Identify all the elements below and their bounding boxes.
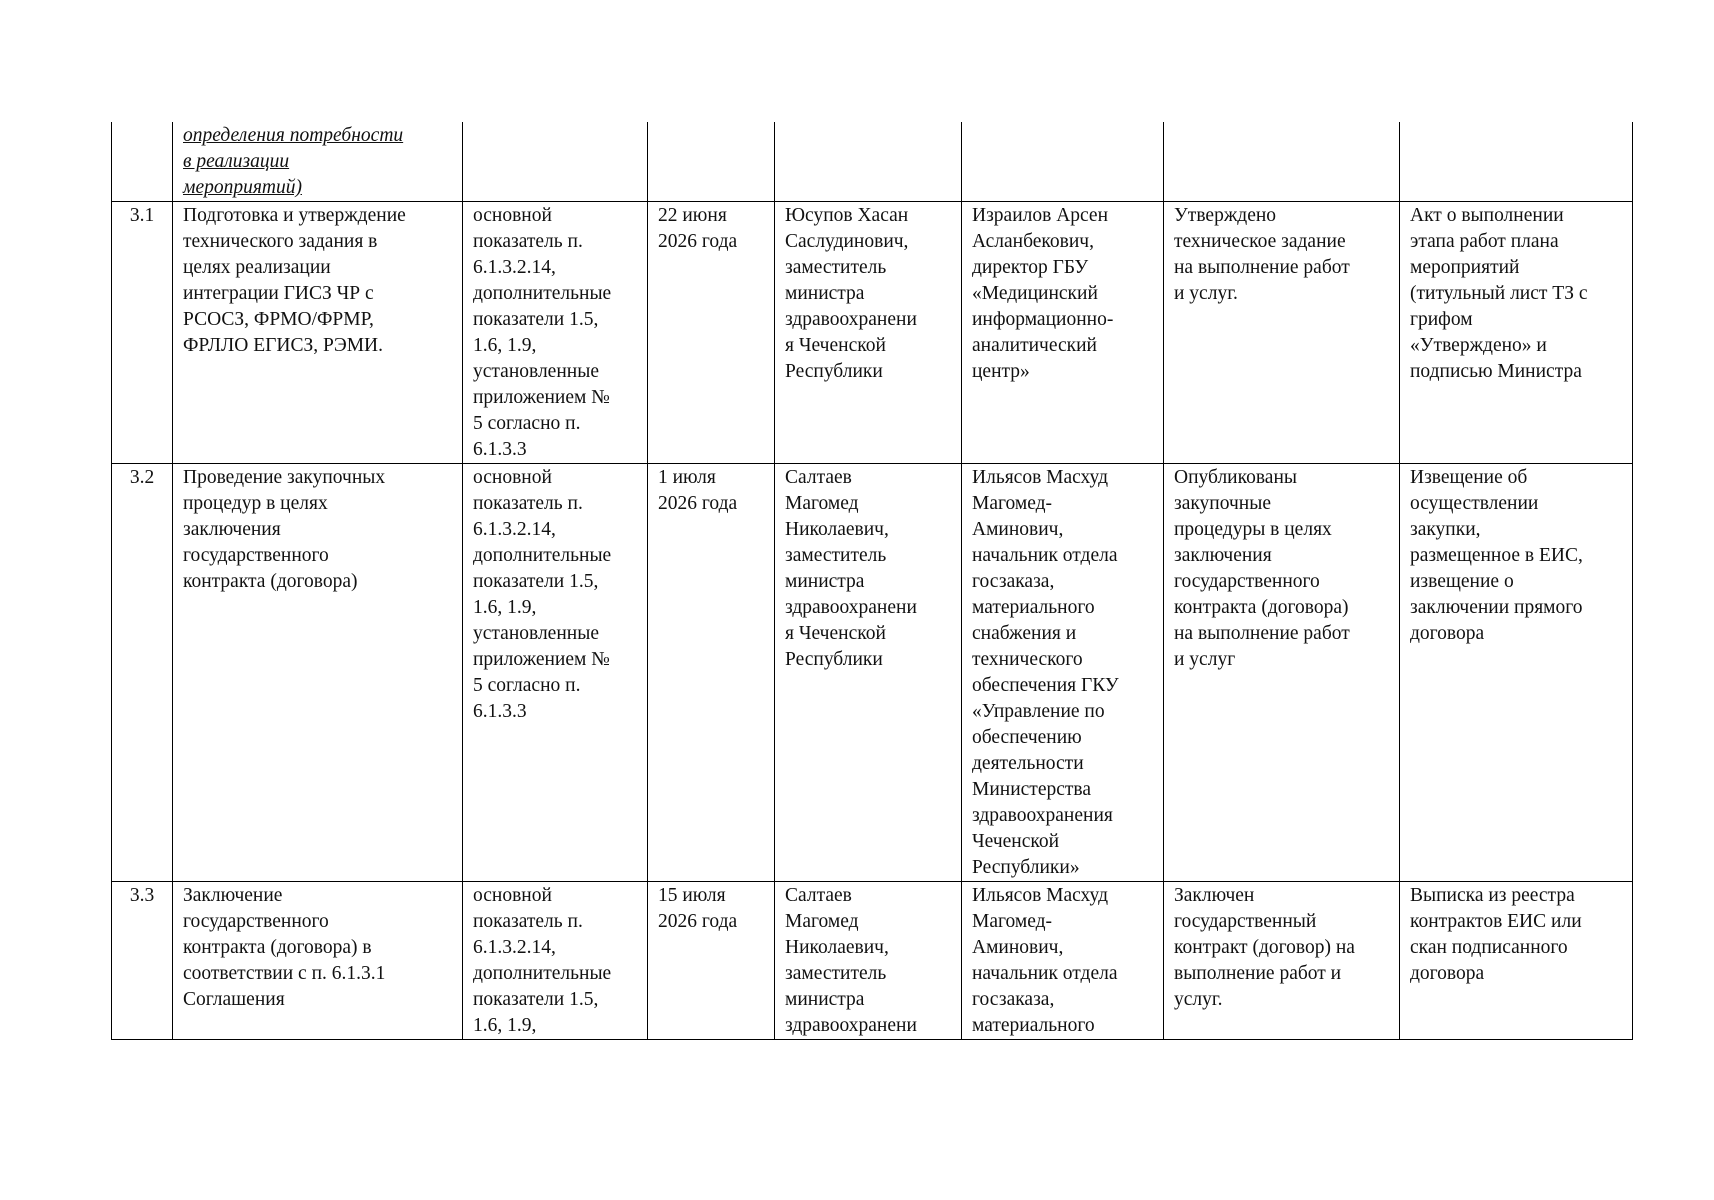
indicator-cell [463, 882, 648, 1040]
row-number-cell: 3.1 [112, 202, 173, 464]
executor-cell [962, 202, 1164, 464]
responsible-text: Салтаев Магомед Николаевич, заместитель министра здравоохранени [785, 885, 917, 1036]
event-cell [173, 202, 463, 464]
deadline-cell [648, 882, 775, 1040]
result-cell [1164, 464, 1400, 882]
table-row [112, 464, 1633, 882]
result-text: Заключен государственный контракт (договор) на выполнение работ и услуг. [1174, 885, 1355, 1010]
deadline-cell [648, 122, 775, 202]
responsible-text: Юсупов Хасан Саслудинович, заместитель министра здравоохранени я Чеченской Республики [785, 205, 917, 382]
event-cell [173, 464, 463, 882]
executor-cell [962, 122, 1164, 202]
result-text: Опубликованы закупочные процедуры в целях заключения государственного контракта (договора) на выполнение работ и услуг [1174, 467, 1350, 670]
deadline-cell [648, 202, 775, 464]
measures-table [111, 122, 1633, 1040]
result-cell [1164, 122, 1400, 202]
event-text: Заключение государственного контракта (договора) в соответствии с п. 6.1.3.1 Соглашения [183, 885, 386, 1010]
deadline-text: 15 июля 2026 года [658, 885, 738, 932]
evidence-cell [1400, 202, 1633, 464]
event-text: Подготовка и утверждение технического задания в целях реализации интеграции ГИСЗ ЧР с РСОСЗ, ФРМО/ФРМР, ФРЛЛО ЕГИСЗ, РЭМИ. [183, 205, 406, 356]
event-text: Проведение закупочных процедур в целях заключения государственного контракта (договора) [183, 467, 386, 592]
row-number-cell [112, 882, 173, 1040]
table-row-continued [112, 122, 1633, 202]
result-cell [1164, 202, 1400, 464]
deadline-cell [648, 464, 775, 882]
evidence-cell [1400, 882, 1633, 1040]
responsible-cell [775, 882, 962, 1040]
indicator-text: основной показатель п. 6.1.3.2.14, дополнительные показатели 1.5, 1.6, 1.9, [473, 885, 612, 1036]
evidence-cell [1400, 122, 1633, 202]
executor-cell [962, 882, 1164, 1040]
responsible-cell [775, 122, 962, 202]
indicator-text: основной показатель п. 6.1.3.2.14, дополнительные показатели 1.5, 1.6, 1.9, установленные приложением № 5 согласно п. 6.1.3.3 [473, 205, 612, 460]
result-cell [1164, 882, 1400, 1040]
evidence-text: Извещение об осуществлении закупки, размещенное в ЕИС, извещение о заключении прямого договора [1410, 467, 1583, 644]
indicator-text: основной показатель п. 6.1.3.2.14, дополнительные показатели 1.5, 1.6, 1.9, установленные приложением № 5 согласно п. 6.1.3.3 [473, 467, 612, 722]
indicator-cell [463, 122, 648, 202]
executor-text: Израилов Арсен Асланбекович, директор ГБУ «Медицинский информационно- аналитический центр» [972, 205, 1114, 382]
table-row [112, 882, 1633, 1040]
indicator-cell [463, 202, 648, 464]
event-cell [173, 882, 463, 1040]
evidence-cell [1400, 464, 1633, 882]
responsible-text: Салтаев Магомед Николаевич, заместитель министра здравоохранени я Чеченской Республики [785, 467, 917, 670]
event-tail-text: определения потребности в реализации мероприятий) [183, 125, 404, 198]
responsible-cell [775, 464, 962, 882]
row-number-cell [112, 122, 173, 202]
executor-text: Ильясов Масхуд Магомед- Аминович, начальник отдела госзаказа, материального [972, 885, 1118, 1036]
row-number-text: 3.3 [129, 885, 155, 906]
evidence-text: Выписка из реестра контрактов ЕИС или скан подписанного договора [1410, 885, 1582, 984]
executor-cell [962, 464, 1164, 882]
table-row [112, 202, 1633, 464]
executor-text: Ильясов Масхуд Магомед- Аминович, начальник отдела госзаказа, материального снабжения и технического обеспечения ГКУ «Управление по обеспечению деятельности Министерства здравоохранения Чеченской Республики» [972, 467, 1119, 878]
deadline-text: 22 июня 2026 года [658, 205, 738, 252]
result-text: Утверждено техническое задание на выполнение работ и услуг. [1174, 205, 1350, 304]
deadline-text: 1 июля 2026 года [658, 467, 738, 514]
indicator-cell [463, 464, 648, 882]
responsible-cell [775, 202, 962, 464]
row-number-cell: 3.2 [112, 464, 173, 882]
evidence-text: Акт о выполнении этапа работ плана мероприятий (титульный лист ТЗ с грифом «Утверждено» и подписью Министра [1410, 205, 1588, 382]
event-cell [173, 122, 463, 202]
